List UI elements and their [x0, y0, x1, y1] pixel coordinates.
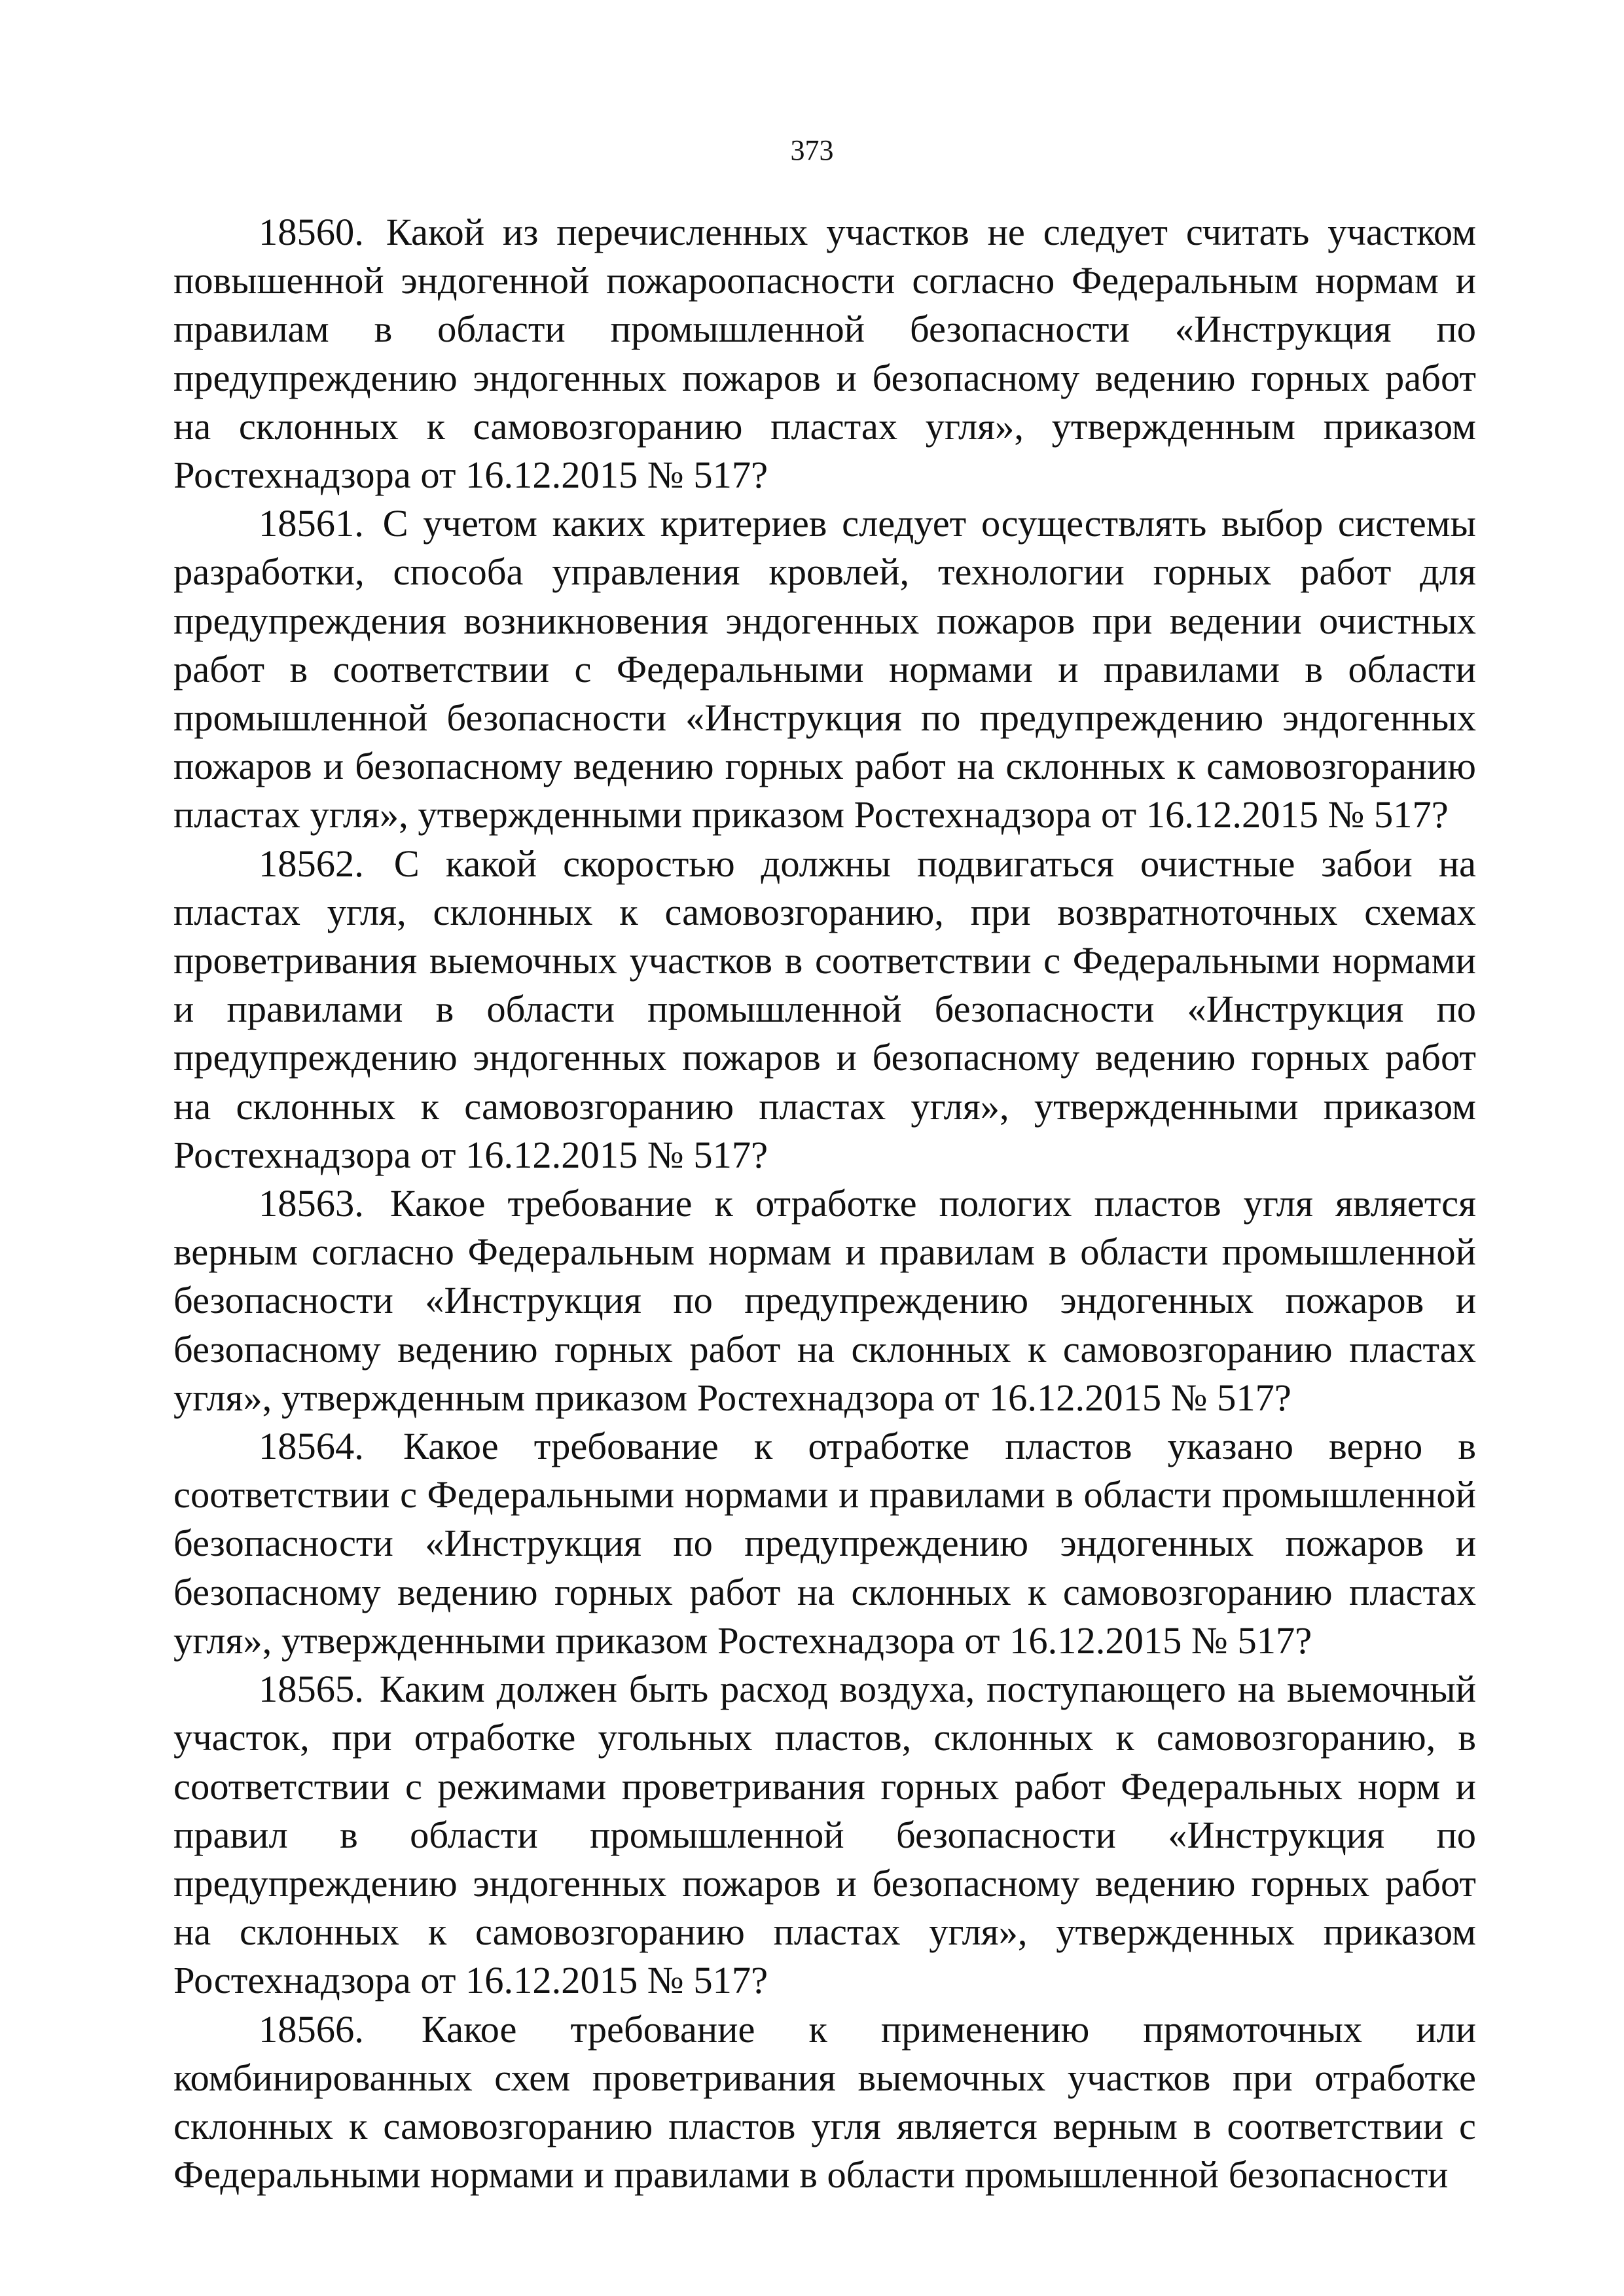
question-number: 18565. [259, 1668, 364, 1711]
page-number: 373 [790, 134, 834, 166]
question-text: Каким должен быть расход воздуха, поступающего на выемочный участок, при отработке угольных пластов, склонных к самовозгоранию, в соответствии с режимами проветривания горных работ Федеральных норм и правил в области промышленной безопасности «Инструкция по предупреждению эндогенных пожаров и безопасному ведению горных работ на склонных к самовозгоранию пластах угля», утвержденных приказом Ростехнадзора от 16.12.2015 № 517? [173, 1668, 1476, 2002]
question-text: Какое требование к применению прямоточных или комбинированных схем проветривания выемочных участков при отработке склонных к самовозгоранию пластов угля является верным в соответствии с Федеральными нормами и правилами в области промышленной безопасности [173, 2007, 1476, 2197]
question-number: 18561. [259, 502, 364, 545]
question-number: 18562. [259, 842, 364, 885]
document-body [173, 208, 1476, 2199]
question-text: С учетом каких критериев следует осуществлять выбор системы разработки, способа управления кровлей, технологии горных работ для предупреждения возникновения эндогенных пожаров при ведении очистных работ в соответствии с Федеральными нормами и правилами в области промышленной безопасности «Инструкция по предупреждению эндогенных пожаров и безопасному ведению горных работ на склонных к самовозгоранию пластах угля», утвержденными приказом Ростехнадзора от 16.12.2015 № 517? [173, 502, 1476, 836]
question-paragraph [173, 2005, 1476, 2200]
question-number: 18566. [259, 2007, 364, 2051]
question-number: 18563. [259, 1182, 364, 1225]
question-paragraph [173, 208, 1476, 499]
question-paragraph [173, 1422, 1476, 1665]
question-number: 18564. [259, 1425, 364, 1468]
question-text: Какое требование к отработке пологих пластов угля является верным согласно Федеральным нормам и правилам в области промышленной безопасности «Инструкция по предупреждению эндогенных пожаров и безопасному ведению горных работ на склонных к самовозгоранию пластах угля», утвержденным приказом Ростехнадзора от 16.12.2015 № 517? [173, 1182, 1477, 1419]
question-number: 18560. [259, 211, 364, 253]
question-paragraph [173, 1179, 1476, 1422]
question-text: Какой из перечисленных участков не следует считать участком повышенной эндогенной пожароопасности согласно Федеральным нормам и правилам в области промышленной безопасности «Инструкция по предупреждению эндогенных пожаров и безопасному ведению горных работ на склонных к самовозгоранию пластах угля», утвержденным приказом Ростехнадзора от 16.12.2015 № 517? [173, 211, 1477, 497]
question-paragraph [173, 1665, 1476, 2005]
question-paragraph [173, 499, 1476, 839]
question-text: Какое требование к отработке пластов указано верно в соответствии с Федеральными нормами и правилами в области промышленной безопасности «Инструкция по предупреждению эндогенных пожаров и безопасному ведению горных работ на склонных к самовозгоранию пластах угля», утвержденными приказом Ростехнадзора от 16.12.2015 № 517? [173, 1425, 1477, 1662]
question-paragraph [173, 840, 1476, 1179]
question-text: С какой скоростью должны подвигаться очистные забои на пластах угля, склонных к самовозгоранию, при возвратноточных схемах проветривания выемочных участков в соответствии с Федеральными нормами и правилами в области промышленной безопасности «Инструкция по предупреждению эндогенных пожаров и безопасному ведению горных работ на склонных к самовозгоранию пластах угля», утвержденными приказом Ростехнадзора от 16.12.2015 № 517? [173, 842, 1476, 1176]
